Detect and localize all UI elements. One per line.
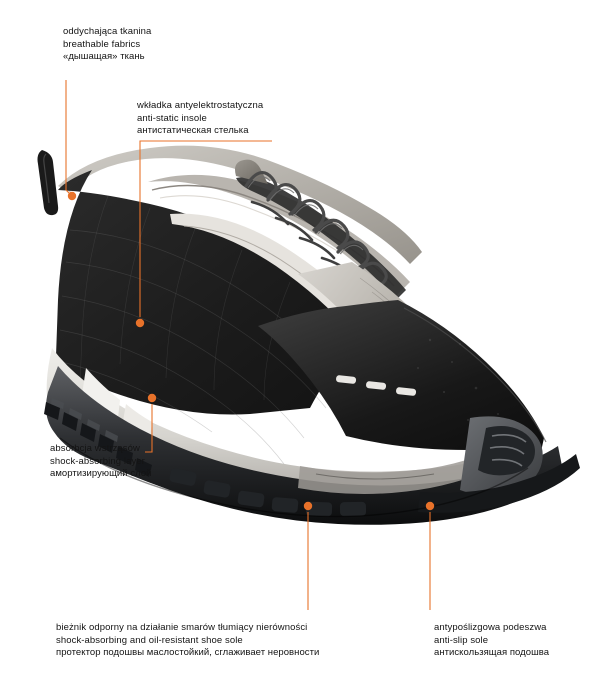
callout-line-ru: амортизирующий слой <box>50 468 152 480</box>
callout-anti-static-insole <box>137 100 263 138</box>
callout-line-en: shock-absorbing layer <box>50 455 145 467</box>
callout-line-pl: absorbcja wstrząsów <box>50 443 140 454</box>
callout-line-en: shock-absorbing and oil-resistant shoe sole <box>56 634 243 646</box>
callout-breathable-fabrics <box>63 26 151 64</box>
callout-line-en: breathable fabrics <box>63 38 141 50</box>
callout-line-ru: «дышащая» ткань <box>63 51 145 63</box>
callout-line-en: anti-static insole <box>137 112 207 124</box>
callout-oil-resistant-sole <box>56 622 319 660</box>
callout-line-pl: antypoślizgowa podeszwa <box>434 622 547 633</box>
callout-line-ru: протектор подошвы маслостойкий, сглаживает неровности <box>56 647 320 659</box>
callout-line-ru: антискользящая подошва <box>434 647 550 659</box>
callout-line-pl: bieżnik odporny na działanie smarów tłumiący nierówności <box>56 622 308 633</box>
callout-line-pl: wkładka antyelektrostatyczna <box>137 100 264 111</box>
callout-line-en: anti-slip sole <box>434 634 489 646</box>
callout-line-pl: oddychająca tkanina <box>63 26 152 37</box>
callout-shock-absorbing-layer <box>50 443 152 481</box>
callout-line-ru: антистатическая стелька <box>137 125 249 137</box>
callout-anti-slip-sole <box>434 622 549 660</box>
